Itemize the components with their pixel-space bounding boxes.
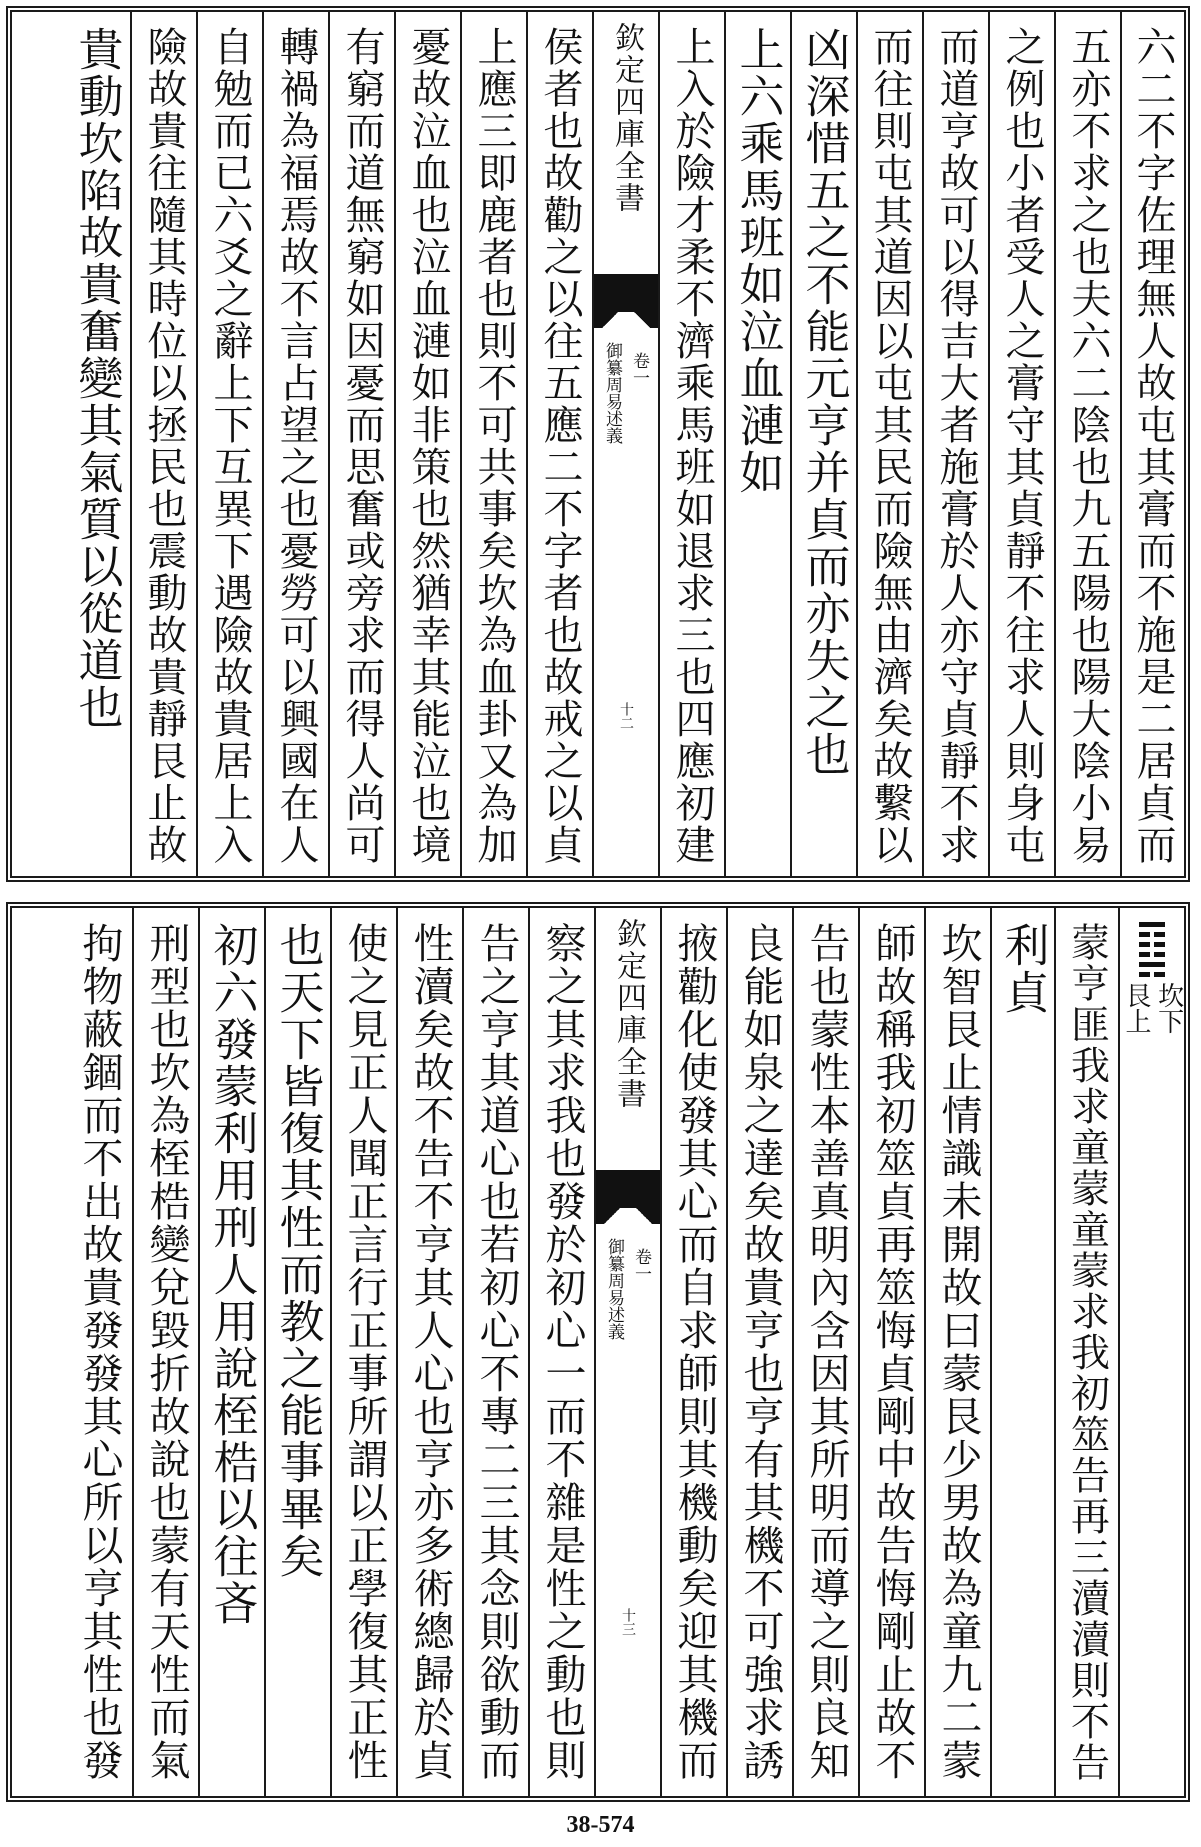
page-number: 38-574 — [566, 1812, 635, 1838]
column-text: 刑型也坎為桎梏變兌毀折故說也蒙有天性而氣 — [142, 922, 191, 1782]
text-column — [856, 12, 922, 876]
column-text: 貴動坎陷故貴奮變其氣質以從道也 — [70, 26, 124, 731]
column-text: 性瀆矣故不告不亨其人心也亨亦多術總歸於貞 — [406, 922, 455, 1782]
column-text: 侯者也故勸之以往五應二不字者也故戒之以貞 — [537, 26, 583, 866]
text-column — [130, 12, 196, 876]
column-text: 也天下皆復其性而教之能事畢矣 — [271, 922, 325, 1580]
text-column — [196, 12, 262, 876]
text-column — [264, 908, 330, 1796]
text-column — [1054, 908, 1118, 1796]
column-text: 告也蒙性本善真明內含因其所明而導之則良知 — [802, 922, 851, 1782]
column-text: 自勉而已六爻之辭上下互異下遇險故貴居上入 — [207, 26, 253, 866]
text-column — [660, 908, 726, 1796]
top-columns — [12, 12, 1184, 876]
text-column — [528, 908, 594, 1796]
column-text: 察之其求我也發於初心一而不雜是性之動也則 — [538, 922, 587, 1782]
column-text: 掖勸化使發其心而自求師則其機動矣迎其機而 — [670, 922, 719, 1782]
column-text: 利貞 — [996, 922, 1050, 1016]
column-text: 使之見正人聞正言行正事所謂以正學復其正性 — [340, 922, 389, 1782]
column-text: 上應三即鹿者也則不可共事矣坎為血卦又為加 — [471, 26, 517, 866]
text-column — [198, 908, 264, 1796]
text-column — [790, 12, 856, 876]
text-column — [526, 12, 592, 876]
text-column — [66, 908, 132, 1796]
text-column — [64, 12, 130, 876]
bottom-page — [6, 902, 1190, 1802]
text-column — [724, 12, 790, 876]
text-column — [990, 908, 1054, 1796]
book-subtitle: 御纂周易述義 — [602, 342, 622, 444]
upper-trigram-label: 艮上 — [1121, 982, 1151, 1034]
text-column — [460, 12, 526, 876]
hexagram-icon — [1139, 922, 1165, 987]
text-column — [1054, 12, 1120, 876]
column-text: 險故貴往隨其時位以拯民也震動故貴靜艮止故 — [141, 26, 187, 866]
column-text: 上入於險才柔不濟乘馬班如退求三也四應初建 — [669, 26, 715, 866]
bottom-columns — [12, 908, 1184, 1796]
text-column — [924, 908, 990, 1796]
column-text: 初六發蒙利用刑人用說桎梏以往吝 — [205, 922, 259, 1627]
text-column — [726, 908, 792, 1796]
book-title: 欽定四庫全書 — [611, 918, 646, 1110]
text-column — [132, 908, 198, 1796]
text-column — [858, 908, 924, 1796]
column-text: 而往則屯其道因以屯其民而險無由濟矣故繫以 — [867, 26, 913, 866]
column-text: 五亦不求之也夫六二陰也九五陽也陽大陰小易 — [1065, 26, 1111, 866]
column-text: 凶深惜五之不能元亨并貞而亦失之也 — [797, 26, 851, 778]
text-column — [394, 12, 460, 876]
column-text: 坎智艮止情識未開故曰蒙艮少男故為童九二蒙 — [934, 922, 983, 1782]
column-text: 拘物蔽錮而不出故貴發發其心所以亨其性也發 — [75, 922, 124, 1782]
trigram-labels — [1120, 982, 1184, 1034]
center-fold — [592, 12, 658, 876]
column-text: 轉禍為福焉故不言占望之也憂勞可以興國在人 — [273, 26, 319, 866]
text-column — [658, 12, 724, 876]
text-column — [792, 908, 858, 1796]
column-text: 師故稱我初筮貞再筮悔貞剛中故告悔剛止故不 — [868, 922, 917, 1782]
text-column — [396, 908, 462, 1796]
column-text: 而道亨故可以得吉大者施膏於人亦守貞靜不求 — [933, 26, 979, 866]
folio-number: 十三 — [620, 1608, 636, 1636]
text-column — [262, 12, 328, 876]
fish-tail-mark — [596, 1170, 660, 1208]
meng-hexagram-icon — [1139, 922, 1165, 977]
column-text: 上六乘馬班如泣血漣如 — [731, 26, 785, 496]
lower-trigram-label: 坎下 — [1153, 982, 1184, 1034]
fish-tail-mark — [594, 274, 658, 312]
column-text: 之例也小者受人之膏守其貞靜不往求人則身屯 — [999, 26, 1045, 866]
text-column — [330, 908, 396, 1796]
column-text: 有窮而道無窮如因憂而思奮或旁求而得人尚可 — [339, 26, 385, 866]
top-page — [6, 6, 1190, 882]
center-fold — [594, 908, 660, 1796]
column-text: 憂故泣血也泣血漣如非策也然猶幸其能泣也境 — [405, 26, 451, 866]
book-subtitle: 御纂周易述義 — [604, 1238, 624, 1340]
text-column — [328, 12, 394, 876]
volume-label: 卷一 — [631, 1248, 651, 1282]
folio-number: 十二 — [618, 702, 634, 730]
text-column — [988, 12, 1054, 876]
text-column — [922, 12, 988, 876]
trigram-column — [1118, 908, 1184, 1796]
column-text: 良能如泉之達矣故貴亨也亨有其機不可強求誘 — [736, 922, 785, 1782]
column-text: 蒙亨匪我求童蒙童蒙求我初筮告再三瀆瀆則不告 — [1064, 922, 1110, 1783]
volume-label: 卷一 — [629, 352, 649, 386]
column-text: 告之亨其道心也若初心不專二三其念則欲動而 — [472, 922, 521, 1782]
text-column — [462, 908, 528, 1796]
text-column — [1120, 12, 1184, 876]
trigram-block — [1120, 922, 1184, 987]
book-title: 欽定四庫全書 — [609, 22, 644, 214]
column-text: 六二不字佐理無人故屯其膏而不施是二居貞而 — [1130, 26, 1176, 866]
